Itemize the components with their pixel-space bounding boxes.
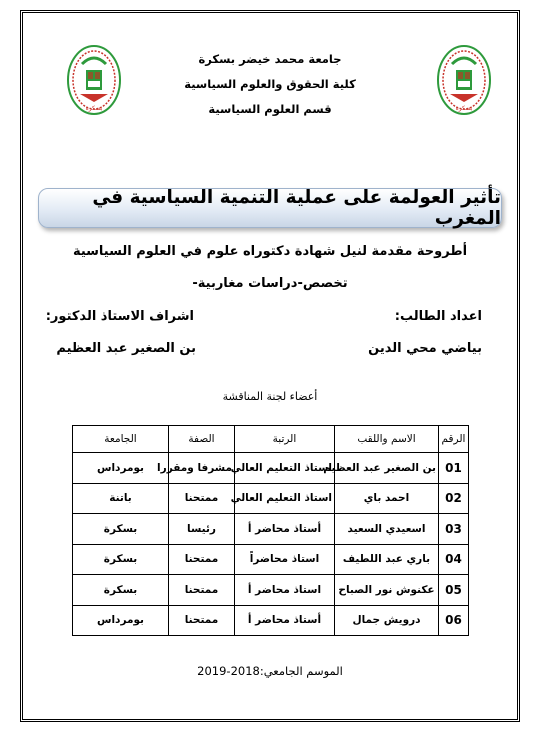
cell-role: رئيسا — [169, 514, 235, 545]
cell-rank: أستاذ محاضر أ — [235, 514, 335, 545]
header-role: الصفة — [169, 426, 235, 453]
cell-number: 02 — [439, 483, 469, 514]
degree-line: أطروحة مقدمة لنيل شهادة دكتوراه علوم في العلوم السياسية — [72, 244, 468, 259]
header-number: الرقم — [439, 426, 469, 453]
cell-university: بومرداس — [73, 605, 169, 636]
cell-university: بسكرة — [73, 575, 169, 606]
cell-rank: استاذ التعليم العالي — [235, 453, 335, 484]
cell-university: بسكرة — [73, 544, 169, 575]
logo-caption-right: بسكرة — [455, 105, 473, 112]
cell-name: بن الصغير عبد العظيم — [335, 453, 439, 484]
supervisor-name: بن الصغير عبد العظيم — [56, 341, 196, 356]
table-row — [73, 483, 469, 514]
student-name: بياضي محي الدين — [368, 341, 482, 356]
academic-season: الموسم الجامعي:2018-2019 — [197, 664, 343, 678]
cell-number: 04 — [439, 544, 469, 575]
committee-header-row — [73, 426, 469, 453]
committee-title: أعضاء لجنة المناقشة — [222, 390, 318, 403]
cell-university: بومرداس — [73, 453, 169, 484]
specialty-line: تخصص-دراسات مغاربية- — [192, 276, 348, 291]
cell-name: عكنوش نور الصباح — [335, 575, 439, 606]
logo-caption-left: بسكرة — [85, 105, 103, 112]
table-row — [73, 514, 469, 545]
cell-name: باري عبد اللطيف — [335, 544, 439, 575]
cell-number: 01 — [439, 453, 469, 484]
university-name: جامعة محمد خيضر بسكرة — [198, 52, 342, 66]
cell-number: 05 — [439, 575, 469, 606]
header-rank: الرتبة — [235, 426, 335, 453]
cell-name: اسعيدي السعيد — [335, 514, 439, 545]
cell-role: ممتحنا — [169, 483, 235, 514]
thesis-title-box — [38, 188, 502, 228]
supervisor-label: اشراف الاستاذ الدكتور: — [45, 309, 194, 324]
student-label: اعداد الطالب: — [394, 309, 482, 324]
cell-name: احمد باي — [335, 483, 439, 514]
table-row — [73, 453, 469, 484]
committee-table — [72, 425, 469, 636]
cell-rank: استاذ محاضراً — [235, 544, 335, 575]
table-row — [73, 575, 469, 606]
cell-rank: استاذ التعليم العالي — [235, 483, 335, 514]
table-row — [73, 544, 469, 575]
department-name: قسم العلوم السياسية — [208, 102, 332, 116]
table-row — [73, 605, 469, 636]
cell-university: باتنة — [73, 483, 169, 514]
faculty-name: كلية الحقوق والعلوم السياسية — [184, 77, 356, 91]
cell-name: درويش جمال — [335, 605, 439, 636]
cell-rank: أستاذ محاضر أ — [235, 605, 335, 636]
header-name: الاسم واللقب — [335, 426, 439, 453]
cell-role: ممتحنا — [169, 575, 235, 606]
header-university: الجامعة — [73, 426, 169, 453]
cell-university: بسكرة — [73, 514, 169, 545]
cell-role: مشرفا ومقررا — [169, 453, 235, 484]
cell-number: 03 — [439, 514, 469, 545]
cell-number: 06 — [439, 605, 469, 636]
cell-rank: استاذ محاضر أ — [235, 575, 335, 606]
cell-role: ممتحنا — [169, 605, 235, 636]
thesis-title: تأثير العولمة على عملية التنمية السياسية في المغرب — [92, 187, 501, 229]
cell-role: ممتحنا — [169, 544, 235, 575]
